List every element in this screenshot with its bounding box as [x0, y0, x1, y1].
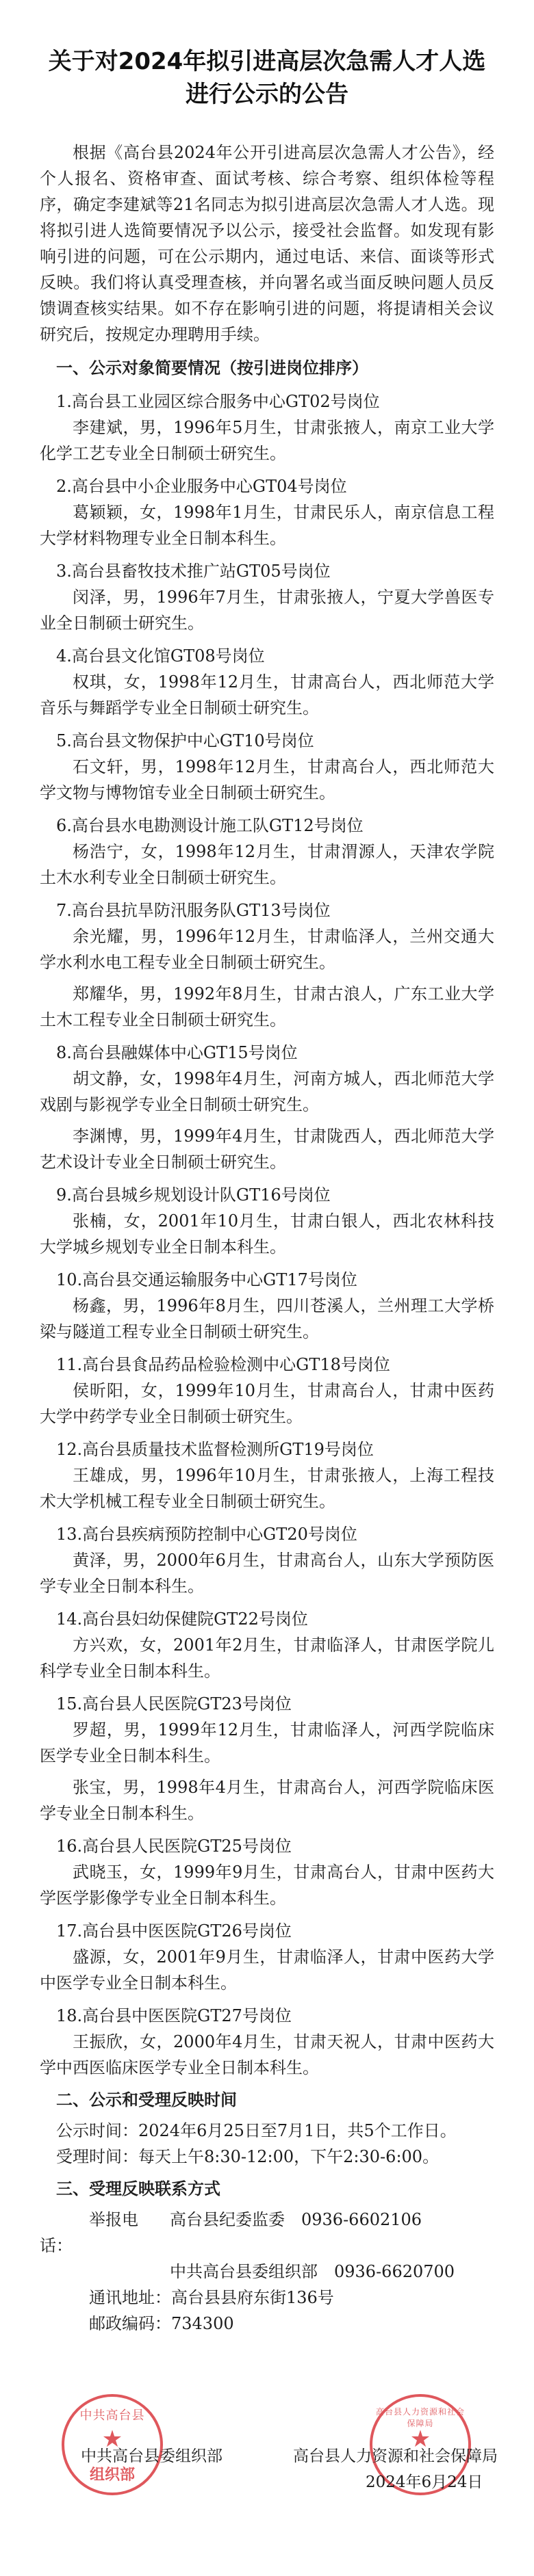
- left-seal-bottom-text: 组织部: [89, 2467, 135, 2484]
- candidate-entry: 杨鑫，男，1996年8月生，四川苍溪人，兰州理工大学桥梁与隧道工程专业全日制硕士研究生。: [40, 1296, 494, 1341]
- position-title: 8.高台县融媒体中心GT15号岗位: [56, 1043, 298, 1062]
- star-icon: ★: [409, 2425, 431, 2453]
- position-title: 15.高台县人民医院GT23号岗位: [56, 1694, 292, 1713]
- position-title: 18.高台县中医医院GT27号岗位: [56, 2006, 292, 2025]
- title-line-2: 进行公示的公告: [186, 81, 348, 108]
- right-seal-text: 高台县人力资源和社会保障局: [375, 2407, 465, 2428]
- position-title: 7.高台县抗旱防汛服务队GT13号岗位: [56, 901, 331, 920]
- signature-block: [0, 2394, 534, 2517]
- candidate-entry: 胡文静，女，1998年4月生，河南方城人，西北师范大学戏剧与影视学专业全日制硕士研究生。: [40, 1069, 494, 1114]
- candidate-entry: 李渊博，男，1999年4月生，甘肃陇西人，西北师范大学艺术设计专业全日制硕士研究生。: [40, 1127, 494, 1172]
- candidate-entry: 黄泽，男，2000年6月生，甘肃高台人，山东大学预防医学专业全日制本科生。: [40, 1551, 494, 1596]
- section-2-heading: 二、公示和受理反映时间: [56, 2090, 237, 2110]
- candidate-entry: 盛源，女，2001年9月生，甘肃临泽人，甘肃中医药大学中医学专业全日制本科生。: [40, 1947, 494, 1993]
- candidate-entry: 杨浩宁，女，1998年12月生，甘肃渭源人，天津农学院土木水利专业全日制硕士研究生。: [40, 842, 494, 887]
- candidate-entry: 石文轩，男，1998年12月生，甘肃高台人，西北师范大学文物与博物馆专业全日制硕士研究生。: [40, 757, 494, 802]
- candidate-entry: 葛颖颖，女，1998年1月生，甘肃民乐人，南京信息工程大学材料物理专业全日制本科生。: [40, 503, 494, 548]
- position-title: 1.高台县工业园区综合服务中心GT02号岗位: [56, 392, 380, 411]
- position-title: 16.高台县人民医院GT25号岗位: [56, 1837, 292, 1856]
- acceptance-hours: 受理时间：每天上午8:30-12:00，下午2:30-6:00。: [56, 2147, 440, 2166]
- position-title: 2.高台县中小企业服务中心GT04号岗位: [56, 477, 347, 496]
- candidate-entry: 闵泽，男，1996年7月生，甘肃张掖人，宁夏大学兽医专业全日制硕士研究生。: [40, 588, 494, 633]
- candidate-entry: 侯昕阳，女，1999年10月生，甘肃高台人，甘肃中医药大学中药学专业全日制硕士研究生。: [40, 1381, 494, 1426]
- positions-list: [40, 389, 494, 2081]
- title-line-1: 关于对2024年拟引进高层次急需人才人选: [48, 48, 486, 75]
- section-1-heading: 一、公示对象简要情况（按引进岗位排序）: [56, 358, 368, 378]
- position-title: 17.高台县中医医院GT26号岗位: [56, 1921, 292, 1941]
- notice-title: [40, 45, 494, 111]
- position-title: 3.高台县畜牧技术推广站GT05号岗位: [56, 562, 331, 581]
- position-title: 12.高台县质量技术监督检测所GT19号岗位: [56, 1440, 374, 1459]
- position-title: 6.高台县水电勘测设计施工队GT12号岗位: [56, 816, 364, 835]
- signing-date: 2024年6月24日: [366, 2473, 483, 2491]
- position-title: 11.高台县食品药品检验检测中心GT18号岗位: [56, 1355, 390, 1374]
- candidate-entry: 余光耀，男，1996年12月生，甘肃临泽人，兰州交通大学水利水电工程专业全日制硕士研究生。: [40, 927, 494, 972]
- candidate-entry: 郑耀华，男，1992年8月生，甘肃古浪人，广东工业大学土木工程专业全日制硕士研究生。: [40, 984, 494, 1029]
- contact-discipline: 高台县纪委监委 0936-6602106: [170, 2210, 422, 2229]
- position-title: 4.高台县文化馆GT08号岗位: [56, 646, 265, 666]
- candidate-entry: 李建斌，男，1996年5月生，甘肃张掖人，南京工业大学化学工艺专业全日制硕士研究生。: [40, 418, 494, 463]
- contact-organization: 中共高台县委组织部 0936-6620700: [170, 2262, 455, 2281]
- postal-code: 邮政编码：734300: [89, 2314, 234, 2333]
- position-title: 10.高台县交通运输服务中心GT17号岗位: [56, 1270, 357, 1289]
- candidate-entry: 权琪，女，1998年12月生，甘肃高台人，西北师范大学音乐与舞蹈学专业全日制硕士研究生。: [40, 672, 494, 718]
- position-title: 14.高台县妇幼保健院GT22号岗位: [56, 1609, 308, 1629]
- section-3-heading: 三、受理反映联系方式: [56, 2179, 220, 2198]
- intro-paragraph: 根据《高台县2024年公开引进高层次急需人才公告》，经个人报名、资格审查、面试考核、综合考察、组织体检等程序，确定李建斌等21名同志为拟引进高层次急需人才人选。现将拟引进人选简要情况予以公示，接受社会监督。如发现有影响引进的问题，可在公示期内，通过电话、来信、面谈等形式反映。我们将认真受理查核，并向署名或当面反映问题人员反馈调查核实结果。如不存在影响引进的问题，将提请相关会议研究后，按规定办理聘用手续。: [40, 143, 494, 344]
- signer-right: 高台县人力资源和社会保障局: [293, 2447, 498, 2465]
- position-title: 13.高台县疾病预防控制中心GT20号岗位: [56, 1525, 357, 1544]
- candidate-entry: 方兴欢，女，2001年2月生，甘肃临泽人，甘肃医学院儿科学专业全日制本科生。: [40, 1635, 494, 1681]
- contact-label: 举报电话：: [40, 2210, 138, 2255]
- candidate-entry: 张宝，男，1998年4月生，甘肃高台人，河西学院临床医学专业全日制本科生。: [40, 1778, 494, 1823]
- candidate-entry: 罗超，男，1999年12月生，甘肃临泽人，河西学院临床医学专业全日制本科生。: [40, 1720, 494, 1765]
- left-seal-top-text: 中共高台县: [79, 2408, 145, 2423]
- signer-left: 中共高台县委组织部: [81, 2447, 222, 2465]
- contact-row-2: [40, 2259, 494, 2285]
- position-title: 9.高台县城乡规划设计队GT16号岗位: [56, 1185, 331, 1205]
- publicity-period: 公示时间：2024年6月25日至7月1日，共5个工作日。: [56, 2121, 457, 2140]
- contact-row-1: [40, 2207, 494, 2259]
- candidate-entry: 王雄成，男，1996年10月生，甘肃张掖人，上海工程技术大学机械工程专业全日制硕士研究生。: [40, 1466, 494, 1511]
- position-title: 5.高台县文物保护中心GT10号岗位: [56, 731, 314, 750]
- candidate-entry: 王振欣，女，2000年4月生，甘肃天祝人，甘肃中医药大学中西医临床医学专业全日制本科生。: [40, 2032, 494, 2077]
- candidate-entry: 武晓玉，女，1999年9月生，甘肃高台人，甘肃中医药大学医学影像学专业全日制本科生。: [40, 1863, 494, 1908]
- candidate-entry: 张楠，女，2001年10月生，甘肃白银人，西北农林科技大学城乡规划专业全日制本科生。: [40, 1211, 494, 1257]
- mailing-address: 通讯地址：高台县县府东街136号: [89, 2288, 334, 2307]
- star-icon: ★: [101, 2425, 123, 2453]
